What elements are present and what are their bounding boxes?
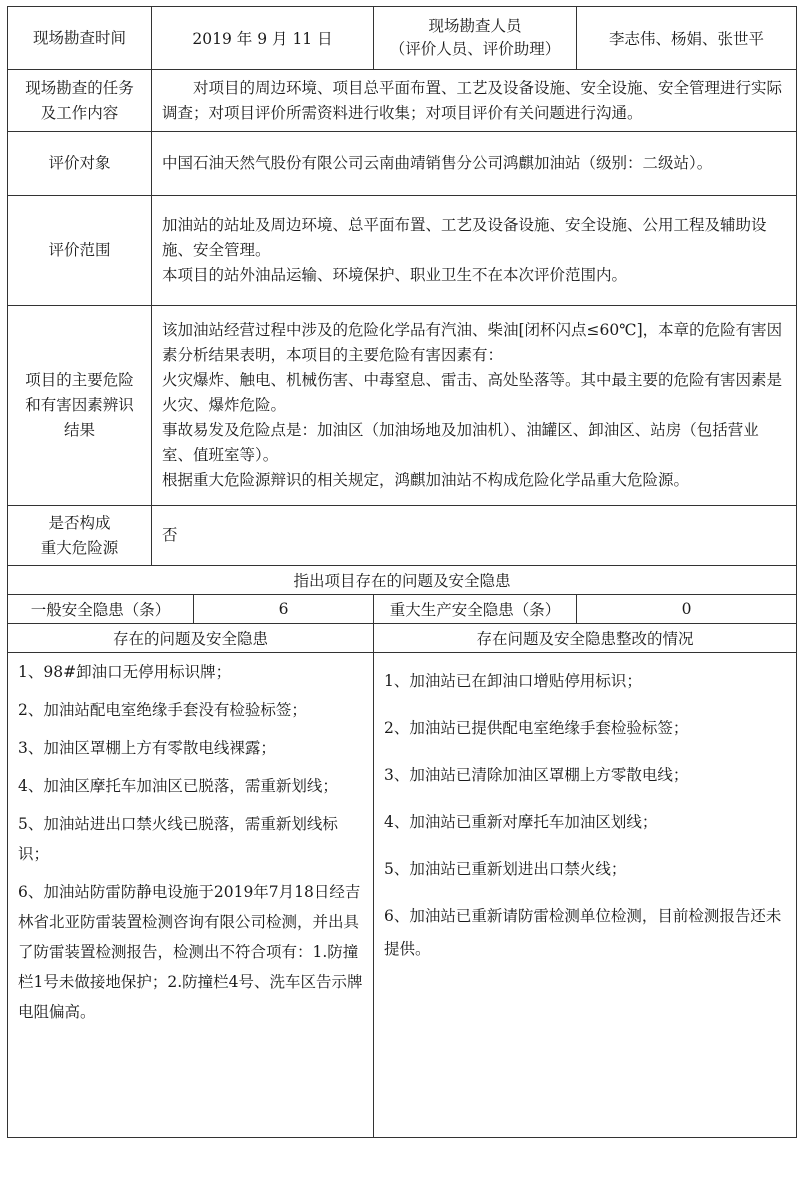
scope-label: 评价范围: [8, 196, 152, 306]
issues-list: [8, 653, 374, 1138]
major-source-label-line-1: 是否构成: [48, 513, 111, 532]
tasks-label-line-2: 及工作内容: [40, 103, 119, 122]
scope-line-2: 本项目的站外油品运输、环境保护、职业卫生不在本次评价范围内。: [162, 266, 628, 284]
major-source-label-line-2: 重大危险源: [40, 538, 119, 557]
major-source-row: [8, 506, 797, 566]
general-hazard-count-value: 6: [194, 595, 374, 624]
tasks-label-line-1: 现场勘查的任务: [25, 78, 134, 97]
tasks-row: [8, 70, 797, 132]
issues-section-title: 指出项目存在的问题及安全隐患: [8, 566, 797, 595]
hazards-paragraph-3: 事故易发及危险点是：加油区（加油场地及加油机）、油罐区、卸油区、站房（包括营业室、值班室等）。: [162, 421, 759, 464]
major-source-label: [8, 506, 152, 566]
tasks-label: [8, 70, 152, 132]
personnel-label-line-2: （评价人员、评价助理）: [389, 40, 561, 58]
issues-detail-row: [8, 653, 797, 1138]
hazards-text: [152, 306, 797, 506]
object-row: [8, 132, 797, 196]
major-hazard-count-value: 0: [577, 595, 797, 624]
rectification-item-1: 1、加油站已在卸油口增贴停用标识；: [384, 672, 642, 690]
issue-item-6: 6、加油站防雷防静电设施于2019年7月18日经吉林省北亚防雷装置检测咨询有限公司检测，并出具了防雷装置检测报告，检测出不符合项有：1.防撞栏1号未做接地保护；2.防撞栏4号、洗车区告示牌电阻偏高。: [18, 883, 363, 1021]
rectification-item-5: 5、加油站已重新划进出口禁火线；: [384, 860, 627, 878]
hazards-label-line-1: 项目的主要危险: [25, 371, 134, 389]
survey-time-value: 2019 年 9 月 11 日: [152, 7, 374, 70]
rectification-item-6: 6、加油站已重新请防雷检测单位检测，目前检测报告还未提供。: [384, 907, 782, 958]
issue-item-3: 3、加油区罩棚上方有零散电线裸露；: [18, 739, 276, 757]
hazards-paragraph-2: 火灾爆炸、触电、机械伤害、中毒窒息、雷击、高处坠落等。其中最主要的危险有害因素是火灾、爆炸危险。: [162, 371, 783, 414]
hazards-label-line-2: 和有害因素辨识: [25, 396, 134, 414]
issue-item-2: 2、加油站配电室绝缘手套没有检验标签；: [18, 701, 307, 719]
rectification-list: [374, 653, 797, 1138]
rectification-item-4: 4、加油站已重新对摩托车加油区划线；: [384, 813, 658, 831]
object-label: 评价对象: [8, 132, 152, 196]
hazards-row: [8, 306, 797, 506]
columns-header-row: [8, 624, 797, 653]
tasks-text: 对项目的周边环境、项目总平面布置、工艺及设备设施、安全设施、安全管理进行实际调查；对项目评价所需资料进行收集；对项目评价有关问题进行沟通。: [152, 70, 797, 132]
survey-personnel-value: 李志伟、杨娟、张世平: [577, 7, 797, 70]
hazards-paragraph-1: 该加油站经营过程中涉及的危险化学品有汽油、柴油[闭杯闪点≤60℃]，本章的危险有害因素分析结果表明，本项目的主要危险有害因素有：: [162, 321, 783, 364]
survey-time-label: 现场勘查时间: [8, 7, 152, 70]
major-hazard-count-label: 重大生产安全隐患（条）: [374, 595, 577, 624]
scope-text: [152, 196, 797, 306]
survey-record-table: [7, 6, 797, 1138]
survey-time-row: [8, 7, 797, 70]
rectification-column-header: 存在问题及安全隐患整改的情况: [374, 624, 797, 653]
hazards-label: [8, 306, 152, 506]
scope-line-1: 加油站的站址及周边环境、总平面布置、工艺及设备设施、安全设施、公用工程及辅助设施、安全管理。: [162, 216, 767, 259]
hazards-label-line-3: 结果: [63, 421, 95, 439]
issue-item-4: 4、加油区摩托车加油区已脱落，需重新划线；: [18, 777, 338, 795]
survey-personnel-label: [374, 7, 577, 70]
issue-item-5: 5、加油站进出口禁火线已脱落，需重新划线标识；: [18, 815, 338, 863]
personnel-label-line-1: 现场勘查人员: [428, 17, 522, 35]
issues-column-header: 存在的问题及安全隐患: [8, 624, 374, 653]
counts-row: [8, 595, 797, 624]
issues-header-row: [8, 566, 797, 595]
major-source-value: 否: [152, 506, 797, 566]
object-text: 中国石油天然气股份有限公司云南曲靖销售分公司鸿麒加油站（级别：二级站）。: [152, 132, 797, 196]
rectification-item-3: 3、加油站已清除加油区罩棚上方零散电线；: [384, 766, 689, 784]
general-hazard-count-label: 一般安全隐患（条）: [8, 595, 194, 624]
hazards-paragraph-4: 根据重大危险源辩识的相关规定，鸿麒加油站不构成危险化学品重大危险源。: [162, 471, 690, 489]
issue-item-1: 1、98#卸油口无停用标识牌；: [18, 663, 232, 681]
rectification-item-2: 2、加油站已提供配电室绝缘手套检验标签；: [384, 719, 689, 737]
scope-row: [8, 196, 797, 306]
